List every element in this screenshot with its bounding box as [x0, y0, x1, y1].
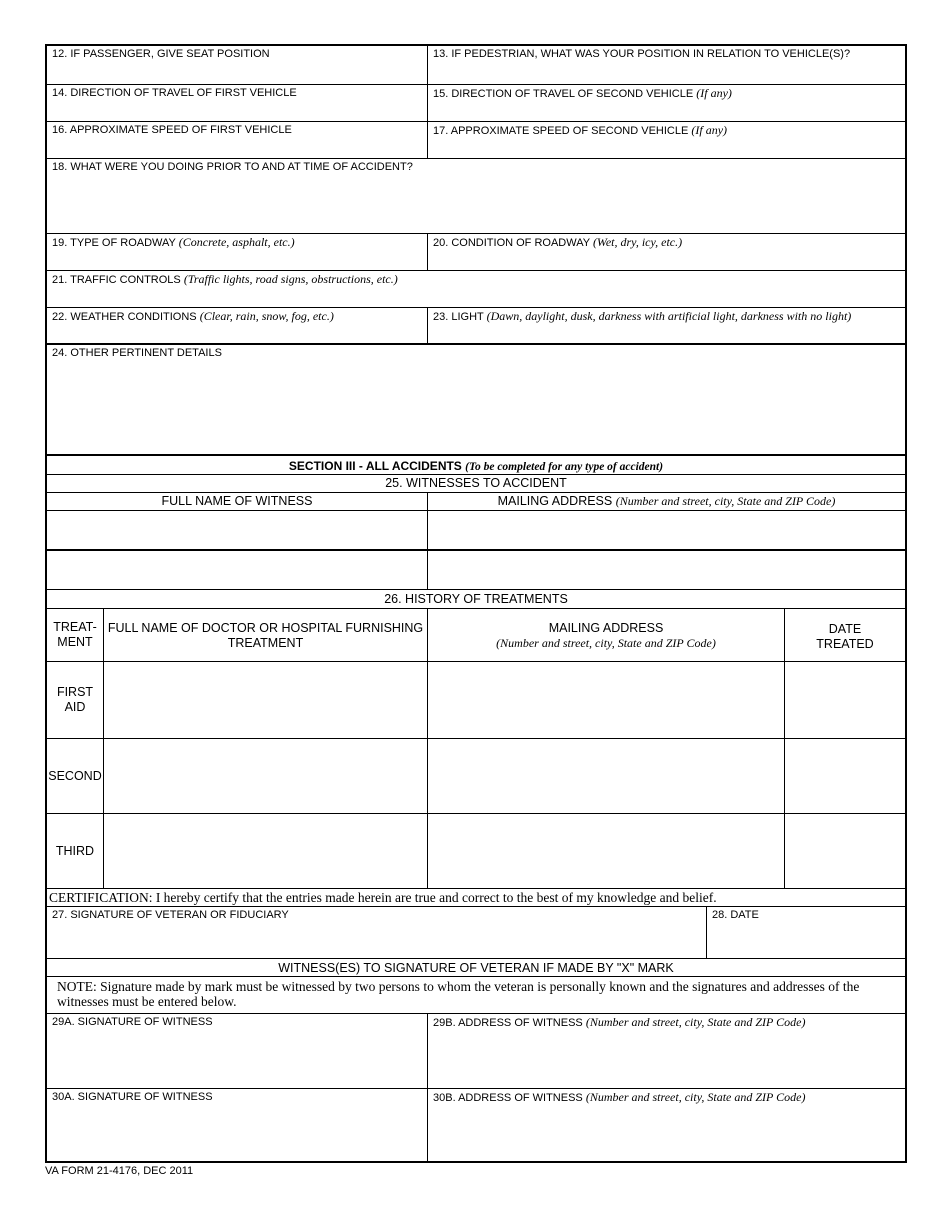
treatment-col-address — [427, 608, 784, 661]
section-3-header — [47, 454, 905, 474]
witness-sig-title: WITNESS(ES) TO SIGNATURE OF VETERAN IF MADE BY "X" MARK — [278, 961, 674, 975]
treatment-2-address[interactable] — [427, 738, 784, 813]
witness-col-name — [47, 492, 427, 510]
field-15[interactable] — [427, 84, 905, 121]
treatment-col-type-2: MENT — [57, 635, 93, 649]
field-28[interactable] — [706, 906, 905, 958]
witness-2-address[interactable] — [427, 549, 905, 589]
witness-col-address-label: MAILING ADDRESS — [497, 494, 613, 508]
witness-sig-note — [47, 976, 905, 1013]
witnesses-title: 25. WITNESSES TO ACCIDENT — [385, 476, 567, 490]
treatment-col-date-2: TREATED — [816, 637, 874, 651]
treatment-2-doctor[interactable] — [103, 738, 427, 813]
field-19-label: 19. TYPE OF ROADWAY — [52, 237, 176, 249]
witnesses-header — [47, 474, 905, 492]
field-14-label: 14. DIRECTION OF TRAVEL OF FIRST VEHICLE — [52, 87, 297, 99]
field-21-hint: (Traffic lights, road signs, obstructions, etc.) — [183, 272, 398, 286]
treatment-row-second — [47, 738, 103, 813]
section-3-hint: (To be completed for any type of accident) — [465, 461, 664, 473]
field-18[interactable] — [47, 158, 905, 233]
field-16-label: 16. APPROXIMATE SPEED OF FIRST VEHICLE — [52, 124, 292, 136]
field-29b-hint: (Number and street, city, State and ZIP Code) — [585, 1015, 806, 1029]
field-12-label: 12. IF PASSENGER, GIVE SEAT POSITION — [52, 48, 270, 60]
field-17-hint: (If any) — [691, 123, 728, 137]
field-13[interactable] — [427, 46, 905, 84]
field-24[interactable] — [47, 343, 905, 454]
field-29a-label: 29A. SIGNATURE OF WITNESS — [52, 1016, 213, 1028]
field-15-label: 15. DIRECTION OF TRAVEL OF SECOND VEHICLE — [433, 88, 694, 100]
treatment-col-doctor-1: FULL NAME OF DOCTOR OR HOSPITAL FURNISHING — [107, 621, 424, 635]
field-16[interactable] — [47, 121, 427, 158]
field-20-hint: (Wet, dry, icy, etc.) — [592, 235, 683, 249]
field-17[interactable] — [427, 121, 905, 158]
witness-1-address[interactable] — [427, 510, 905, 550]
treatment-3-address[interactable] — [427, 813, 784, 888]
field-30a[interactable] — [47, 1088, 427, 1161]
field-14[interactable] — [47, 84, 427, 121]
field-29b[interactable] — [427, 1013, 905, 1088]
field-23[interactable] — [427, 307, 905, 344]
field-17-label: 17. APPROXIMATE SPEED OF SECOND VEHICLE — [433, 125, 689, 137]
treatments-header — [47, 589, 905, 608]
form-frame — [45, 44, 907, 1163]
treatment-2-date[interactable] — [784, 738, 905, 813]
treatment-col-date — [784, 608, 905, 661]
field-20-label: 20. CONDITION OF ROADWAY — [433, 237, 590, 249]
field-29b-label: 29B. ADDRESS OF WITNESS — [433, 1017, 583, 1029]
witness-col-address-hint: (Number and street, city, State and ZIP Code) — [615, 494, 836, 508]
witness-2-name[interactable] — [47, 549, 427, 589]
field-30b[interactable] — [427, 1088, 905, 1161]
witness-sig-header — [47, 958, 905, 976]
witness-sig-note-text: NOTE: Signature made by mark must be witnessed by two persons to whom the veteran is personally known and the signatures and addresses of the witnesses must be entered below. — [57, 979, 860, 1009]
field-27[interactable] — [47, 906, 706, 958]
treatment-col-address-label: MAILING ADDRESS — [548, 621, 664, 635]
field-21[interactable] — [47, 270, 905, 307]
field-22[interactable] — [47, 307, 427, 344]
field-15-hint: (If any) — [696, 86, 732, 100]
field-30b-hint: (Number and street, city, State and ZIP Code) — [585, 1090, 806, 1104]
field-22-hint: (Clear, rain, snow, fog, etc.) — [199, 309, 334, 323]
field-23-label: 23. LIGHT — [433, 311, 484, 323]
treatment-row-second-label: SECOND — [48, 768, 102, 783]
treatment-row-first-aid-2: AID — [64, 700, 86, 714]
form-footer: VA FORM 21-4176, DEC 2011 — [45, 1165, 194, 1177]
witness-col-address — [427, 492, 905, 510]
field-12[interactable] — [47, 46, 427, 84]
treatment-3-date[interactable] — [784, 813, 905, 888]
section-3-title: SECTION III - ALL ACCIDENTS — [288, 459, 462, 473]
treatment-1-date[interactable] — [784, 661, 905, 738]
certification-text: CERTIFICATION: I hereby certify that the entries made herein are true and correct to the best of my knowledge and belief. — [49, 890, 717, 905]
treatment-1-doctor[interactable] — [103, 661, 427, 738]
treatment-col-type — [47, 608, 103, 661]
field-24-label: 24. OTHER PERTINENT DETAILS — [52, 347, 222, 359]
field-18-label: 18. WHAT WERE YOU DOING PRIOR TO AND AT TIME OF ACCIDENT? — [52, 161, 413, 173]
field-13-label: 13. IF PEDESTRIAN, WHAT WAS YOUR POSITION IN RELATION TO VEHICLE(S)? — [433, 48, 851, 60]
treatment-row-third — [47, 813, 103, 888]
field-19-hint: (Concrete, asphalt, etc.) — [178, 235, 295, 249]
field-30b-label: 30B. ADDRESS OF WITNESS — [433, 1092, 583, 1104]
treatment-col-doctor-2: TREATMENT — [227, 636, 304, 650]
field-22-label: 22. WEATHER CONDITIONS — [52, 311, 197, 323]
treatment-col-date-1: DATE — [828, 622, 862, 636]
field-30a-label: 30A. SIGNATURE OF WITNESS — [52, 1091, 213, 1103]
field-21-label: 21. TRAFFIC CONTROLS — [52, 274, 181, 286]
field-29a[interactable] — [47, 1013, 427, 1088]
treatments-title: 26. HISTORY OF TREATMENTS — [384, 592, 568, 606]
treatment-col-type-1: TREAT- — [53, 620, 97, 634]
witness-1-name[interactable] — [47, 510, 427, 550]
field-28-label: 28. DATE — [712, 909, 759, 921]
field-27-label: 27. SIGNATURE OF VETERAN OR FIDUCIARY — [52, 909, 289, 921]
treatment-row-third-label: THIRD — [55, 843, 95, 858]
treatment-1-address[interactable] — [427, 661, 784, 738]
field-20[interactable] — [427, 233, 905, 270]
treatment-row-first-aid-1: FIRST — [56, 685, 94, 699]
treatment-col-address-hint: (Number and street, city, State and ZIP Code) — [496, 636, 716, 650]
field-19[interactable] — [47, 233, 427, 270]
witness-col-name-label: FULL NAME OF WITNESS — [161, 494, 313, 508]
certification — [47, 888, 905, 906]
field-23-hint: (Dawn, daylight, dusk, darkness with artificial light, darkness with no light) — [486, 309, 852, 323]
treatment-3-doctor[interactable] — [103, 813, 427, 888]
treatment-row-first-aid — [47, 661, 103, 738]
treatment-col-doctor — [103, 608, 427, 661]
